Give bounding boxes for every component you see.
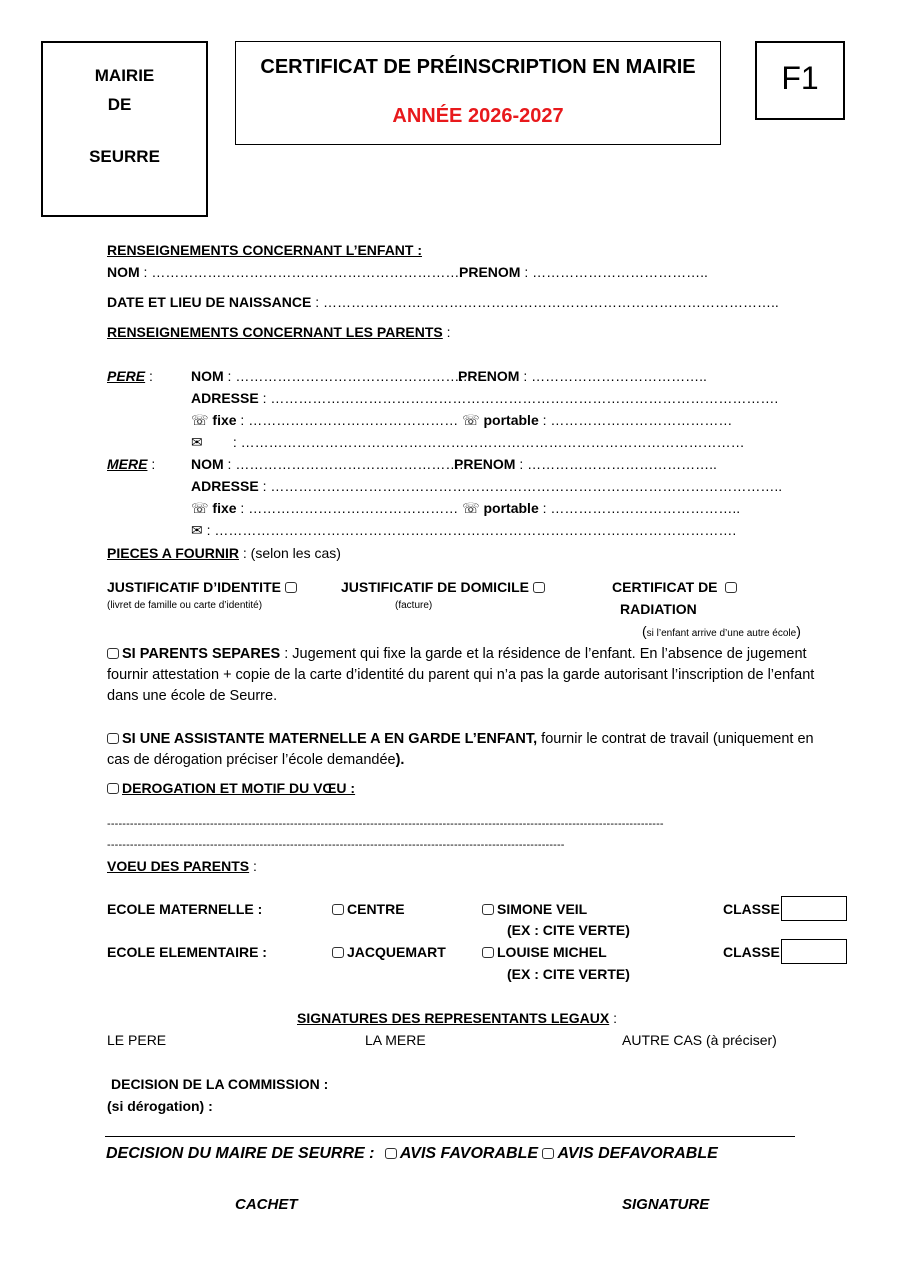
simone-label: SIMONE VEIL (497, 901, 588, 917)
phone-icon: ☏ (191, 501, 209, 517)
elementaire-label: ECOLE ELEMENTAIRE : (107, 944, 267, 960)
signatures-title-text: SIGNATURES DES REPRESENTANTS LEGAUX (297, 1010, 610, 1026)
father-nom-row (191, 368, 467, 384)
parents-section-title (107, 324, 451, 340)
mother-nom-row (191, 456, 467, 472)
signature-autre[interactable]: AUTRE CAS (à préciser) (622, 1032, 777, 1048)
signatures-title (297, 1010, 617, 1026)
separes-text: : Jugement qui fixe la garde et la résidence de l’enfant. En l’absence de jugement fournir attestation + copie de la carte d’identité du parent qui n’a pas la garde autorisant l’inscription de l’enfant dans une école de Seurre. (107, 646, 815, 704)
child-nom-row (107, 264, 463, 280)
derogation-checkbox[interactable] (107, 783, 119, 794)
parents-title-suffix: : (442, 324, 451, 340)
classe-input-2[interactable] (781, 939, 847, 964)
assistante-end: ). (395, 752, 405, 768)
identite-note: (livret de famille ou carte d’identité) (107, 600, 263, 611)
radiation-checkbox[interactable] (725, 582, 737, 593)
mother-prenom-field[interactable]: : ………………………………….. (515, 456, 717, 472)
radiation-note-open: ( (642, 623, 647, 639)
domicile-checkbox[interactable] (533, 582, 545, 593)
father-prenom-field[interactable]: : ……………………………….. (519, 368, 707, 384)
louise-label: LOUISE MICHEL (497, 944, 607, 960)
father-mail-field[interactable]: : ……………………………………………………………………………………………… (229, 434, 745, 450)
father-fixe-label: fixe (212, 412, 237, 428)
mother-adresse-row (191, 478, 782, 494)
favorable-checkbox[interactable] (385, 1148, 397, 1159)
separes-paragraph (107, 644, 837, 707)
derogation-title: DEROGATION ET MOTIF DU VŒU : (122, 780, 356, 796)
child-birth-field[interactable]: : …………………………………………………………………………………….. (311, 294, 779, 310)
classe-input-1[interactable] (781, 896, 847, 921)
maternelle-label: ECOLE MATERNELLE : (107, 901, 263, 917)
father-nom-field[interactable]: : ………………………………………….. (223, 368, 468, 384)
radiation-note-close: ) (796, 623, 801, 639)
signature-mere[interactable]: LA MERE (365, 1032, 426, 1048)
father-adresse-row (191, 390, 778, 406)
wishes-title-text: VOEU DES PARENTS (107, 858, 250, 874)
phone-icon: ☏ (462, 501, 480, 517)
year-label: ANNÉE 2026-2027 (392, 105, 564, 127)
mother-label-suffix: : (147, 456, 156, 472)
father-mail-row (191, 434, 745, 451)
centre-checkbox[interactable] (332, 904, 344, 915)
form-code: F1 (781, 60, 819, 96)
radiation-note (642, 623, 801, 639)
identite-label: JUSTIFICATIF D’IDENTITE (107, 579, 281, 595)
assistante-text: fournir le contrat de travail (uniquement en cas de dérogation préciser l’école demandée (107, 731, 814, 768)
signatures-title-suffix: : (609, 1010, 617, 1026)
phone-icon: ☏ (191, 413, 209, 429)
decision-divider (105, 1136, 795, 1137)
derogation-row[interactable] (107, 780, 355, 796)
signature-label: SIGNATURE (622, 1196, 710, 1213)
domicile-note: (facture) (395, 600, 433, 611)
father-label (107, 368, 153, 384)
simone-checkbox[interactable] (482, 904, 494, 915)
child-birth-row (107, 294, 779, 310)
louise-option[interactable] (482, 944, 607, 960)
father-portable-label: portable (483, 412, 539, 428)
documents-section-title (107, 545, 341, 561)
cachet-label: CACHET (235, 1196, 298, 1213)
assistante-title: SI UNE ASSISTANTE MATERNELLE A EN GARDE L’ENFANT, (122, 731, 538, 747)
father-label-suffix: : (145, 368, 153, 384)
documents-title-suffix: : (selon les cas) (238, 545, 341, 561)
mother-nom-field[interactable]: : ………………………………………….. (223, 456, 468, 472)
mother-fixe-row (191, 500, 740, 517)
page-title: CERTIFICAT DE PRÉINSCRIPTION EN MAIRIE (260, 56, 696, 78)
signature-pere[interactable]: LE PERE (107, 1032, 167, 1048)
child-nom-field[interactable]: : …………………………………………………………. (139, 264, 464, 280)
radiation-label-line1: CERTIFICAT DE (612, 579, 718, 595)
radiation-note-text: si l’enfant arrive d’une autre école (646, 628, 797, 639)
child-nom-label: NOM (107, 264, 140, 280)
commission-line2: (si dérogation) : (107, 1098, 213, 1114)
wishes-title-suffix: : (249, 858, 257, 874)
mother-fixe-field[interactable]: : ……………………………………… (236, 500, 459, 516)
separes-title: SI PARENTS SEPARES (122, 646, 281, 662)
mother-adresse-label: ADRESSE (191, 478, 259, 494)
father-adresse-field[interactable]: : ………………………………………………………………………………………………. (258, 390, 779, 406)
jacquemart-label: JACQUEMART (347, 944, 446, 960)
centre-label: CENTRE (347, 901, 405, 917)
child-prenom-row (459, 264, 708, 280)
identite-checkbox[interactable] (285, 582, 297, 593)
ex-cite-1: (EX : CITE VERTE) (507, 922, 630, 938)
father-prenom-row (458, 368, 707, 384)
wishes-section-title (107, 858, 257, 874)
documents-title-text: PIECES A FOURNIR (107, 545, 239, 561)
maire-decision-row (106, 1145, 718, 1163)
parents-title-text: RENSEIGNEMENTS CONCERNANT LES PARENTS (107, 324, 443, 340)
child-section-title: RENSEIGNEMENTS CONCERNANT L’ENFANT : (107, 242, 423, 258)
derogation-dashes-1[interactable]: -------------------------------------------------------------------------------------------------------------------------------------------------- (107, 818, 664, 830)
jacquemart-checkbox[interactable] (332, 947, 344, 958)
father-prenom-label: PRENOM (458, 368, 520, 384)
child-birth-label: DATE ET LIEU DE NAISSANCE (107, 294, 312, 310)
ex-cite-2: (EX : CITE VERTE) (507, 966, 630, 982)
mother-adresse-field[interactable]: : ……………………………………………………………………………………………….. (258, 478, 783, 494)
mother-portable-label: portable (483, 500, 539, 516)
child-prenom-label: PRENOM (459, 264, 521, 280)
mother-fixe-label: fixe (212, 500, 237, 516)
mother-nom-label: NOM (191, 456, 224, 472)
father-nom-label: NOM (191, 368, 224, 384)
mail-icon: ✉ (191, 435, 203, 451)
father-portable-field[interactable]: : ………………………………… (538, 412, 733, 428)
father-fixe-field[interactable]: : ……………………………………… (236, 412, 459, 428)
commission-line1: DECISION DE LA COMMISSION : (111, 1076, 329, 1092)
child-prenom-field[interactable]: : ……………………………….. (520, 264, 708, 280)
mother-label (107, 456, 155, 472)
maire-decision-label: DECISION DU MAIRE DE SEURRE : (106, 1145, 375, 1162)
defavorable-checkbox[interactable] (542, 1148, 554, 1159)
mairie-line3: SEURRE (89, 147, 160, 166)
father-fixe-row (191, 412, 732, 429)
simone-option[interactable] (482, 901, 587, 917)
mother-portable-field[interactable]: : ………………………………….. (538, 500, 741, 516)
jacquemart-option[interactable] (332, 944, 446, 960)
assistante-checkbox[interactable] (107, 733, 119, 744)
separes-checkbox[interactable] (107, 648, 119, 659)
mother-label-text: MERE (107, 456, 148, 472)
mother-prenom-label: PRENOM (454, 456, 516, 472)
phone-icon: ☏ (462, 413, 480, 429)
mairie-line1: MAIRIE (94, 66, 155, 85)
classe-label-1: CLASSE (723, 901, 780, 917)
favorable-label: AVIS FAVORABLE (399, 1145, 539, 1162)
domicile-option[interactable] (341, 579, 548, 595)
centre-option[interactable] (332, 901, 405, 917)
identite-option[interactable] (107, 579, 300, 595)
radiation-label-line2: RADIATION (620, 601, 697, 617)
derogation-dashes-2[interactable]: ------------------------------------------------------------------------------------------------------------------------ (107, 839, 565, 851)
mail-icon: ✉ (191, 523, 203, 539)
classe-label-2: CLASSE (723, 944, 780, 960)
mairie-line2: DE (107, 95, 132, 114)
father-adresse-label: ADRESSE (191, 390, 259, 406)
radiation-option[interactable] (612, 579, 740, 595)
mother-mail-row (191, 522, 736, 539)
father-label-text: PERE (107, 368, 146, 384)
domicile-label: JUSTIFICATIF DE DOMICILE (341, 579, 529, 595)
mother-mail-field[interactable]: : …………………………………………………………………………………………………. (202, 522, 737, 538)
defavorable-label: AVIS DEFAVORABLE (557, 1145, 718, 1162)
louise-checkbox[interactable] (482, 947, 494, 958)
mother-prenom-row (454, 456, 717, 472)
assistante-paragraph (107, 729, 837, 771)
